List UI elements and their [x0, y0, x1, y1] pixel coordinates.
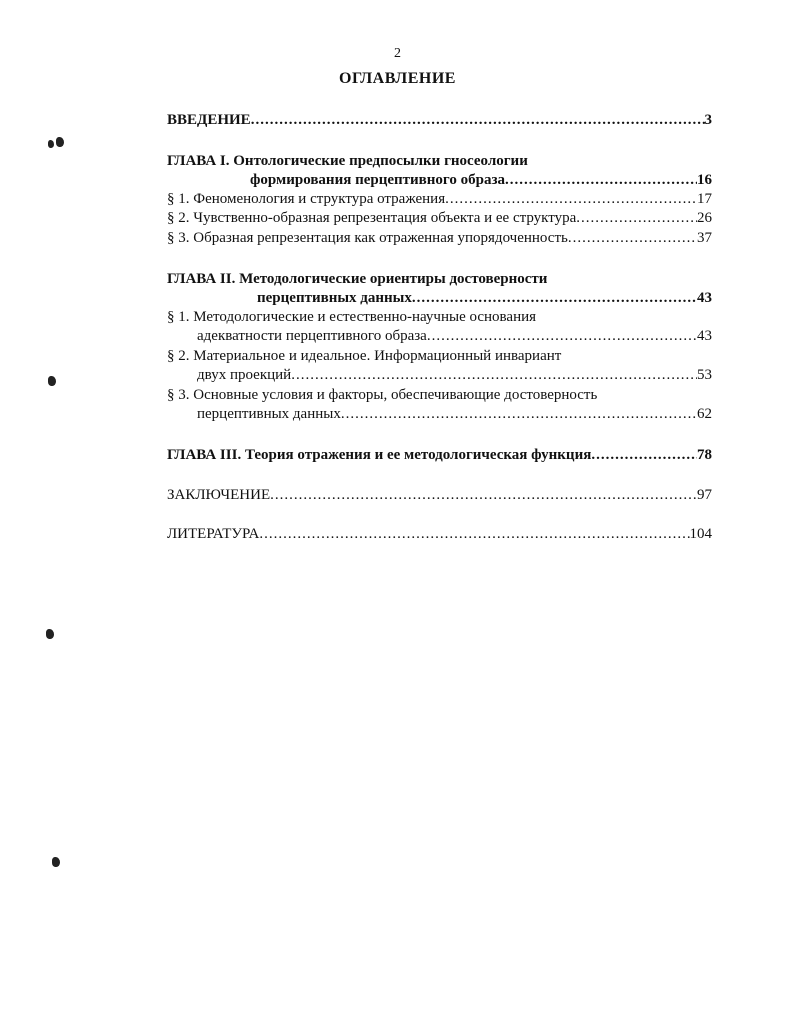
toc-entry-chapter-2-section-3[interactable]: [197, 405, 712, 424]
toc-entry-intro[interactable]: [167, 111, 712, 130]
toc-chapter-2-section-1-title[interactable]: § 1. Методологические и естественно-научные основания: [167, 309, 537, 325]
leader-dots: [445, 190, 697, 209]
toc-entry-chapter-1-section-2[interactable]: [167, 209, 712, 228]
toc-entry-label: ВВЕДЕНИЕ: [167, 112, 251, 128]
leader-dots: [270, 486, 697, 505]
toc-entry-chapter-1-section-3[interactable]: [167, 229, 712, 248]
page-title: ОГЛАВЛЕНИЕ: [339, 70, 456, 87]
leader-dots: [576, 209, 697, 228]
toc-entry-label: § 3. Образная репрезентация как отраженная упорядоченность: [167, 230, 568, 246]
toc-entry-literature[interactable]: [167, 525, 712, 544]
toc-entry-chapter-2[interactable]: [257, 289, 712, 308]
leader-dots: [505, 171, 697, 190]
leader-dots: [412, 289, 697, 308]
scan-speck-mark: [52, 857, 60, 867]
toc-entry-label: ЛИТЕРАТУРА: [167, 526, 260, 542]
toc-chapter-1-title[interactable]: ГЛАВА I. Онтологические предпосылки гносеологии: [167, 153, 528, 169]
toc-entry-chapter-2-section-2[interactable]: [197, 366, 712, 385]
toc-entry-chapter-2-section-1[interactable]: [197, 327, 712, 346]
toc-chapter-2-title[interactable]: ГЛАВА II. Методологические ориентиры достоверности: [167, 271, 548, 287]
scan-speck-mark: [48, 140, 54, 148]
toc-entry-chapter-1[interactable]: [250, 171, 712, 190]
toc-page-number: 104: [689, 526, 712, 542]
toc-entry-label: § 2. Чувственно-образная репрезентация объекта и ее структура: [167, 210, 577, 226]
toc-page-number: 43: [697, 328, 712, 344]
toc-page-number: 62: [697, 406, 712, 422]
toc-chapter-2-section-2-title[interactable]: § 2. Материальное и идеальное. Информационный инвариант: [167, 348, 562, 364]
toc-page-number: 17: [697, 191, 712, 207]
toc-page-number: 16: [697, 172, 712, 188]
toc-entry-label: адекватности перцептивного образа: [197, 328, 427, 344]
toc-page-number: 26: [697, 210, 712, 226]
toc-page-number: 97: [697, 487, 712, 503]
scan-speck-mark: [46, 629, 54, 639]
toc-entry-label: § 1. Феноменология и структура отражения: [167, 191, 446, 207]
leader-dots: [341, 405, 697, 424]
toc-entry-label: двух проекций: [197, 367, 292, 383]
leader-dots: [591, 446, 697, 465]
scan-speck-mark: [48, 376, 56, 386]
toc-page-number: 78: [697, 447, 712, 463]
toc-entry-label: формирования перцептивного образа: [250, 172, 505, 188]
toc-entry-chapter-1-section-1[interactable]: [167, 190, 712, 209]
toc-entry-chapter-3[interactable]: [167, 446, 712, 465]
toc-entry-label: ЗАКЛЮЧЕНИЕ: [167, 487, 271, 503]
toc-entry-label: перцептивных данных: [257, 290, 412, 306]
toc-entry-label: перцептивных данных: [197, 406, 341, 422]
leader-dots: [427, 327, 697, 346]
leader-dots: [259, 525, 689, 544]
toc-entry-label: ГЛАВА III. Теория отражения и ее методологическая функция: [167, 447, 592, 463]
toc-entry-conclusion[interactable]: [167, 486, 712, 505]
toc-page-number: 43: [697, 290, 712, 306]
leader-dots: [251, 111, 705, 130]
page-number: 2: [394, 46, 401, 61]
leader-dots: [291, 366, 697, 385]
toc-page-number: 37: [697, 230, 712, 246]
scan-speck-mark: [56, 137, 64, 147]
toc-page-number: 3: [704, 112, 712, 128]
leader-dots: [568, 229, 697, 248]
toc-chapter-2-section-3-title[interactable]: § 3. Основные условия и факторы, обеспечивающие достоверность: [167, 387, 598, 403]
toc-page-number: 53: [697, 367, 712, 383]
